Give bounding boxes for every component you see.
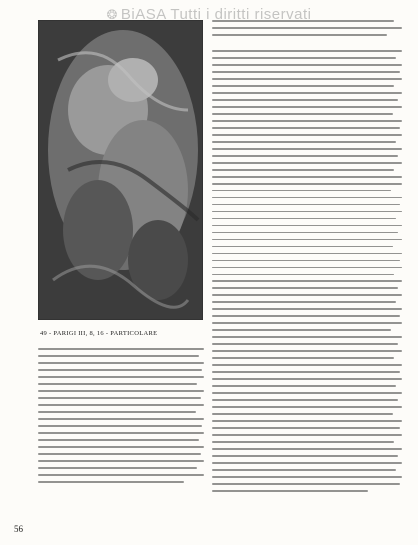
figure-photograph <box>38 20 203 320</box>
page-number: 56 <box>14 524 23 534</box>
watermark-text: BiASA Tutti i diritti riservati <box>120 6 312 23</box>
watermark <box>10 6 408 23</box>
text-column-right <box>212 50 402 512</box>
text-column-right-top <box>212 20 402 48</box>
text-column-left <box>38 348 204 500</box>
figure-caption: 49 - PARIGI III, 8, 16 - PARTICOLARE <box>40 330 158 337</box>
library-logo-icon: ❂ <box>106 7 118 22</box>
relief-photograph-image <box>38 20 203 320</box>
